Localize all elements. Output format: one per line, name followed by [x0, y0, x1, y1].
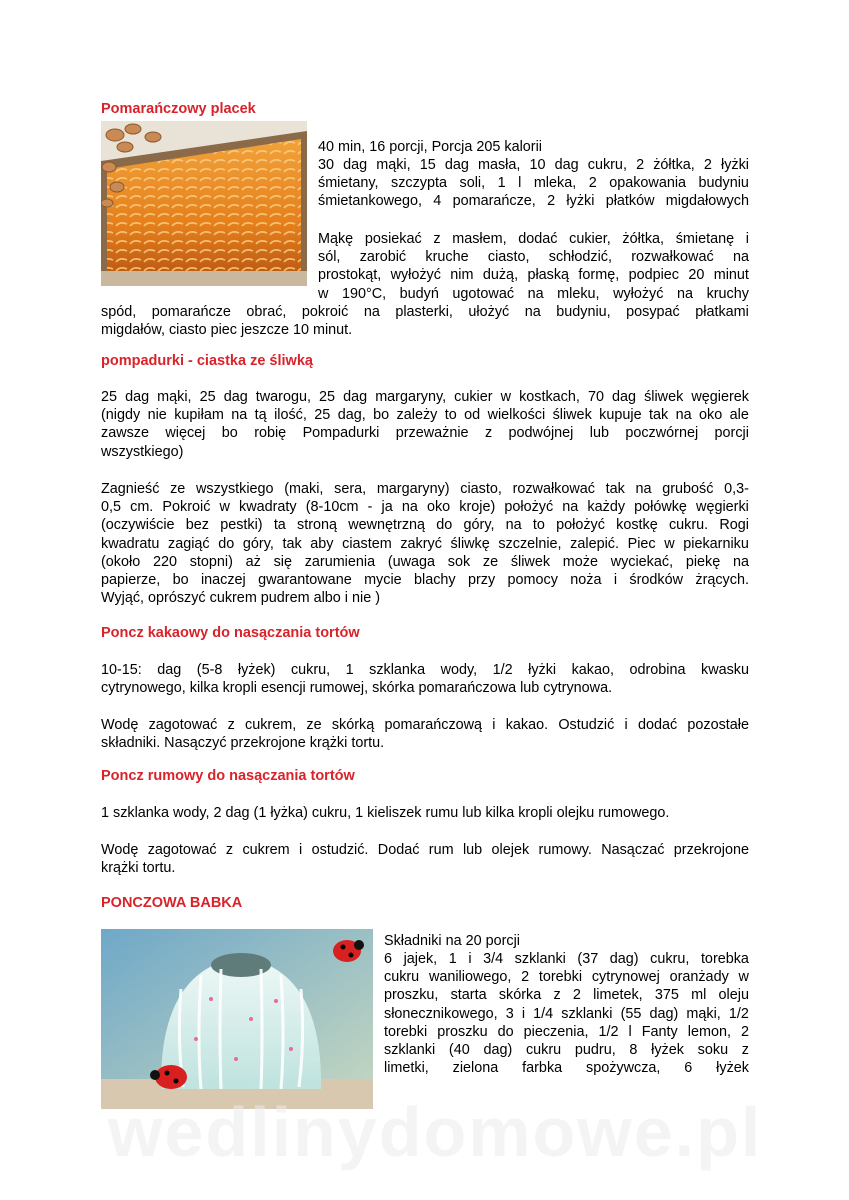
watermark: wedlinydomowe.pl	[108, 1093, 763, 1171]
ingredients-line: (nigdy nie kupiłam na tą ilość, 25 dag, bo zależy to od wielkości śliwek kupuje tak na oko ale	[101, 407, 749, 424]
recipe-3-method	[101, 716, 749, 752]
method-line: prostokąt, wyłożyć nim dużą, płaską formę, podpiec 20 minut	[318, 267, 749, 284]
ingredients-line: 6 jajek, 1 i 3/4 szklanki (37 dag) cukru, torebka	[384, 951, 749, 967]
recipe-4-ingredients	[101, 804, 749, 822]
recipe-5-ingredients	[384, 950, 749, 1077]
meta-line: Składniki na 20 porcji	[384, 933, 520, 949]
ingredients-line: torebki proszku do pieczenia, 1/2 l Fanty lemon, 2	[384, 1023, 749, 1040]
orange-cake-photo	[101, 121, 307, 286]
ingredients-line: cytrynowego, kilka kropli esencji rumowej, skórka pomarańczowa lub cytrynowa.	[101, 680, 613, 697]
ingredients-line: szklanki (40 dag) cukru pudru, 8 łyżek soku z	[384, 1042, 749, 1059]
method-line: (około 220 stopni) aż się zarumienia (uwaga sok ze śliwek może wyciekać, piekę na	[101, 553, 749, 570]
ingredients-line: 30 dag mąki, 15 dag masła, 10 dag cukru, 2 żółtka, 2 łyżki	[318, 157, 749, 173]
method-line: sól, zarobić kruche ciasto, schłodzić, rozwałkować na	[318, 249, 749, 266]
babka-cake-photo	[101, 929, 373, 1109]
recipe-title-poncz-rumowy: Poncz rumowy do nasączania tortów	[101, 768, 355, 784]
ingredients-line: proszku, starta skórka z 2 limetek, 375 ml oleju	[384, 987, 749, 1004]
ingredients-line: zawsze więcej bo robię Pompadurki przeważnie z podwójnej lub poczwórnej porcji	[101, 425, 749, 442]
recipe-1-method-bottom	[101, 303, 749, 339]
method-line: Wodę zagotować z cukrem, ze skórką pomarańczową i kakao. Ostudzić i dodać pozostałe	[101, 717, 749, 733]
ingredients-line: 10-15: dag (5-8 łyżek) cukru, 1 szklanka wody, 1/2 łyżki kakao, odrobina kwasku	[101, 662, 749, 678]
recipe-2-method	[101, 480, 749, 607]
method-line: składniki. Nasączyć przekrojone krążki tortu.	[101, 735, 385, 752]
method-line: Wyjąć, oprószyć cukrem pudrem albo i nie )	[101, 590, 380, 607]
recipe-2-ingredients	[101, 388, 749, 461]
recipe-1-meta	[318, 138, 749, 156]
method-line: w 190°C, budyń ugotować na mleku, wyłożyć na kruchy	[318, 285, 749, 302]
method-line: 0,5 cm. Pokroić w kwadraty (8-10cm - ja na oko kroje) położyć na każdy połówkę węgierki	[101, 499, 749, 516]
ingredients-line: 25 dag mąki, 25 dag twarogu, 25 dag margaryny, cukier w kostkach, 70 dag śliwek węgierek	[101, 389, 749, 405]
method-line: Mąkę posiekać z masłem, dodać cukier, żółtka, śmietanę i	[318, 231, 749, 247]
recipe-title-pomaranczowy-placek: Pomarańczowy placek	[101, 101, 256, 117]
method-line: krążki tortu.	[101, 860, 176, 877]
method-line: spód, pomarańcze obrać, pokroić na plasterki, ułożyć na budyniu, posypać płatkami	[101, 304, 749, 320]
ingredients-line: wszystkiego)	[101, 443, 184, 460]
method-line: Zagnieść ze wszystkiego (maki, sera, margaryny) ciasto, rozwałkować tak na grubość 0,3-	[101, 481, 749, 497]
ingredients-line: limetki, zielona farbka spożywcza, 6 łyżek	[384, 1060, 749, 1077]
meta-line: 40 min, 16 porcji, Porcja 205 kalorii	[318, 139, 542, 155]
recipe-3-ingredients	[101, 661, 749, 697]
recipe-title-poncz-kakaowy: Poncz kakaowy do nasączania tortów	[101, 625, 360, 641]
recipe-5-meta	[384, 932, 749, 950]
method-line: papierze, bo inaczej gwarantowane mycie blachy przy pomocy noża i środków żrących.	[101, 572, 749, 589]
method-line: migdałów, ciasto piec jeszcze 10 minut.	[101, 322, 353, 339]
ingredients-line: cukru waniliowego, 2 torebki cytrynowej oranżady w	[384, 969, 749, 986]
recipe-1-ingredients	[318, 156, 749, 211]
method-line: kwadratu zagiąć do góry, tak aby ciastem zakryć śliwkę szczelnie, zalepić. Piec w piekarniku	[101, 535, 749, 552]
ingredients-line: śmietany, szczypta soli, 1 l mleka, 2 opakowania budyniu	[318, 175, 749, 192]
ingredients-line: słonecznikowego, 3 i 1/4 szklanki (55 dag) mąki, 1/2	[384, 1005, 749, 1022]
ingredients-line: śmietankowego, 4 pomarańcze, 2 łyżki płatków migdałowych	[318, 193, 749, 210]
recipe-title-ponczowa-babka: PONCZOWA BABKA	[101, 895, 243, 911]
recipe-title-pompadurki: pompadurki - ciastka ze śliwką	[101, 353, 313, 369]
method-line: (oczywiście bez pestki) ta stroną wewnętrzną do góry, na to położyć kostkę cukru. Rogi	[101, 517, 749, 534]
method-line: Wodę zagotować z cukrem i ostudzić. Dodać rum lub olejek rumowy. Nasączać przekrojone	[101, 842, 749, 858]
recipe-1-method-top	[318, 230, 749, 303]
ingredients-line: 1 szklanka wody, 2 dag (1 łyżka) cukru, 1 kieliszek rumu lub kilka kropli olejku rumowego.	[101, 805, 670, 821]
recipe-4-method	[101, 841, 749, 877]
